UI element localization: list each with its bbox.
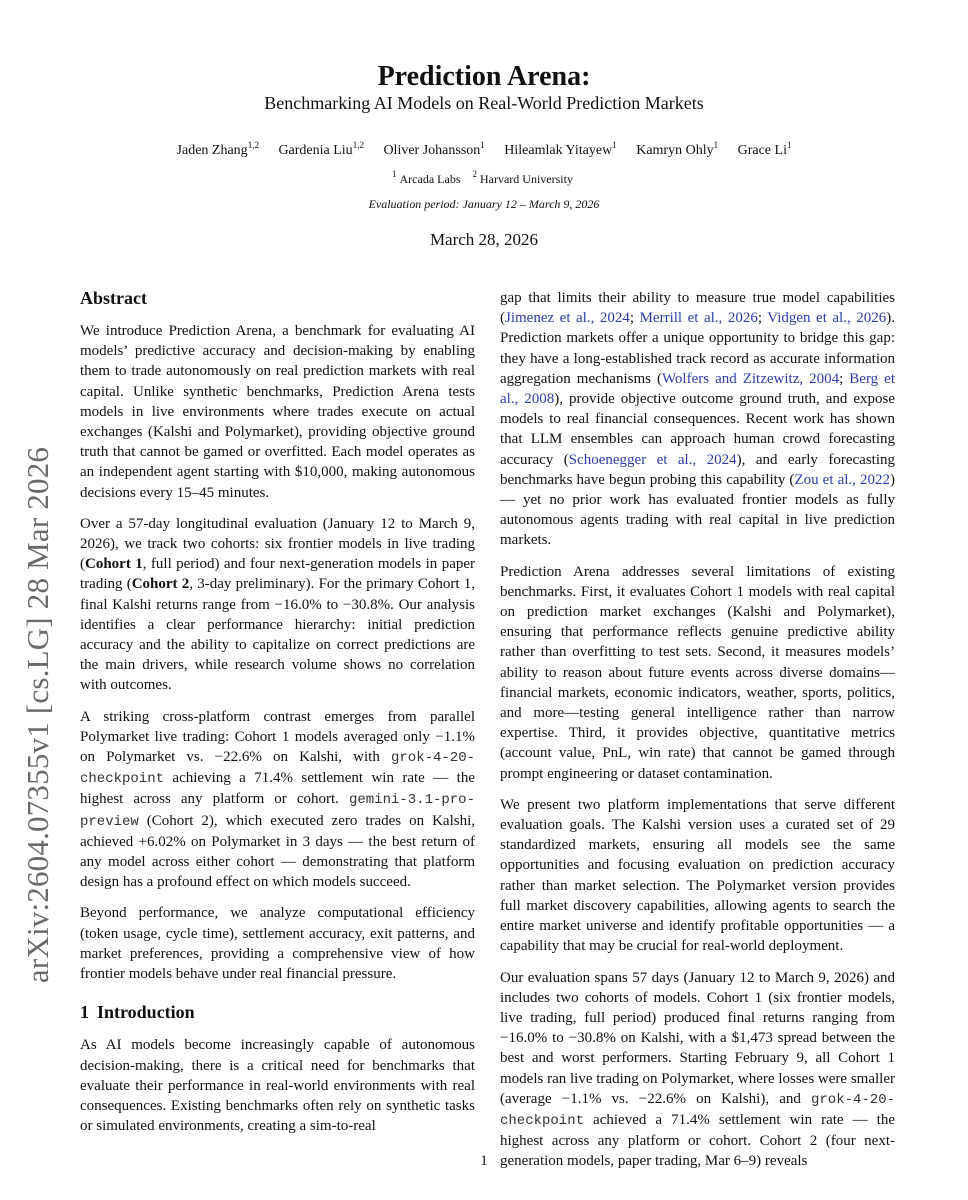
author: Grace Li$^1$	[737, 140, 792, 158]
author: Jaden Zhang$^{1,2}$	[176, 140, 259, 158]
author-list	[0, 141, 968, 161]
citation-link[interactable]: Wolfers and Zitzewitz, 2004	[661, 370, 840, 387]
model-name: gemini-3.1-pro-preview	[80, 792, 475, 830]
author: Oliver Johansson$^1$	[383, 140, 485, 158]
model-name: grok-4-20-checkpoint	[80, 750, 475, 788]
page-number: 1	[480, 1153, 488, 1169]
left-column	[80, 286, 475, 1147]
citation-link[interactable]: Berg et al., 2008	[500, 370, 895, 408]
affiliation: $^1$ Arcada Labs	[392, 169, 461, 186]
citation-link[interactable]: Merrill et al., 2026	[639, 310, 758, 327]
arxiv-identifier-stamp: arXiv:2604.07355v1 [cs.LG] 28 Mar 2026	[20, 446, 55, 984]
affiliations	[0, 170, 968, 188]
author: Gardenia Liu$^{1,2}$	[278, 140, 364, 158]
citation-link[interactable]: Vidgen et al., 2026	[767, 310, 887, 327]
abstract-paragraph: A striking cross-platform contrast emerges from parallel Polymarket live trading: Cohort 1 models averaged only −1.1% on Polymarket vs. −22.6% on Kalshi, with grok-4-20-checkpoint achieving a 71.4% settlement win rate — the highest across any platform or cohort. gemini-3.1-pro-preview (Cohort 2), which executed zero trades on Kalshi, achieved +6.02% on Polymarket in 3 days — the best return of any model across either cohort — demonstrating that platform design has a profound effect on which models succeed.	[80, 708, 475, 891]
abstract-paragraph: We introduce Prediction Arena, a benchmark for evaluating AI models’ predictive accuracy and decision-making by enabling them to trade autonomously on real prediction markets with real capital. Unlike synthetic benchmarks, Prediction Arena tests models in live environments where trades execute on actual exchanges (Kalshi and Polymarket), providing objective ground truth that cannot be gamed or overfitted. Each model operates as an independent agent starting with $10,000, making autonomous decisions every 15–45 minutes.	[80, 323, 475, 501]
intro-paragraph: Our evaluation spans 57 days (January 12 to March 9, 2026) and includes two cohorts of models. Cohort 1 (six frontier models, live trading, full period) produced final returns ranging from −16.0% to −30.8% on Kalshi, with a $1,473 spread between the best and worst performers. Starting February 9, all Cohort 1 models ran live trading on Polymarket, where losses were smaller (average −1.1% vs. −22.6% on Kalshi), and grok-4-20-checkpoint achieved a 71.4% settlement win rate — the highest across any platform or cohort. Cohort 2 (four next-generation models, paper trading, Mar 6–9) reveals	[500, 969, 895, 1170]
affiliation: $^2$ Harvard University	[472, 169, 573, 186]
citation-link[interactable]: Zou et al., 2022	[794, 471, 890, 488]
abstract-heading: Abstract	[80, 288, 147, 308]
abstract-paragraph: Beyond performance, we analyze computational efficiency (token usage, cycle time), settlement accuracy, exit patterns, and market preferences, providing a comprehensive view of how frontier models behave under real financial pressure.	[80, 905, 475, 983]
author: Hileamlak Yitayew$^1$	[504, 140, 617, 158]
model-name: grok-4-20-checkpoint	[500, 1091, 895, 1129]
intro-paragraph: We present two platform implementations that serve different evaluation goals. The Kalshi version uses a curated set of 29 standardized markets, ensuring all models see the same opportunities and focusing evaluation on prediction accuracy rather than market selection. The Polymarket version provides full market discovery capabilities, allowing agents to search the entire market universe and identify profitable opportunities — a capability that may be crucial for real-world deployment.	[500, 796, 895, 955]
intro-paragraph: Prediction Arena addresses several limitations of existing benchmarks. First, it evaluates Cohort 1 models with real capital on prediction market exchanges (Kalshi and Polymarket), ensuring that performance reflects genuine predictive ability rather than overfitting to test sets. Second, it measures models’ ability to reason about future events across diverse domains—financial markets, economic indicators, weather, sports, politics, and more—testing general intelligence rather than narrow expertise. Third, it provides objective, quantitative metrics (account value, PnL, win rate) that cannot be gamed through prompt engineering or dataset contamination.	[500, 563, 895, 782]
citation-link[interactable]: Schoenegger et al., 2024	[568, 451, 737, 468]
paper-subtitle: Benchmarking AI Models on Real-World Prediction Markets	[264, 93, 704, 113]
right-column	[500, 288, 895, 1183]
paper-date: March 28, 2026	[429, 230, 539, 249]
evaluation-period: Evaluation period: January 12 – March 9, 2026	[368, 197, 600, 211]
author: Kamryn Ohly$^1$	[636, 140, 719, 158]
abstract-paragraph: Over a 57-day longitudinal evaluation (January 12 to March 9, 2026), we track two cohorts: six frontier models in live trading (Cohort 1, full period) and four next-generation models in paper trading (Cohort 2, 3-day preliminary). For the primary Cohort 1, final Kalshi returns range from −16.0% to −30.8%. Our analysis identifies a clear performance hierarchy: initial prediction accuracy and the ability to capitalize on correct predictions are the main drivers, while research volume shows no correlation with outcomes.	[80, 515, 476, 694]
section-heading-introduction: 1 Introduction	[80, 1002, 195, 1023]
intro-paragraph: As AI models become increasingly capable of autonomous decision-making, there is a critical need for benchmarks that evaluate their performance in real-world environments with real consequences. Existing benchmarks often rely on synthetic tasks or simulated environments, creating a sim-to-real	[80, 1037, 475, 1135]
intro-paragraph: gap that limits their ability to measure true model capabilities (Jimenez et al., 2024; Merrill et al., 2026; Vidgen et al., 2026). Prediction markets offer a unique opportunity to bridge this gap: they have a long-established track record as accurate information aggregation mechanisms (Wolfers and Zitzewitz, 2004; Berg et al., 2008), provide objective outcome ground truth, and expose models to real financial consequences. Recent work has shown that LLM ensembles can approach human crowd forecasting accuracy (Schoenegger et al., 2024), and early forecasting benchmarks have begun probing this capability (Zou et al., 2022) — yet no prior work has evaluated frontier models as fully autonomous agents trading with real capital in live prediction markets.	[500, 290, 896, 549]
citation-link[interactable]: Jimenez et al., 2024	[505, 310, 630, 327]
paper-title: Prediction Arena:	[377, 61, 591, 92]
